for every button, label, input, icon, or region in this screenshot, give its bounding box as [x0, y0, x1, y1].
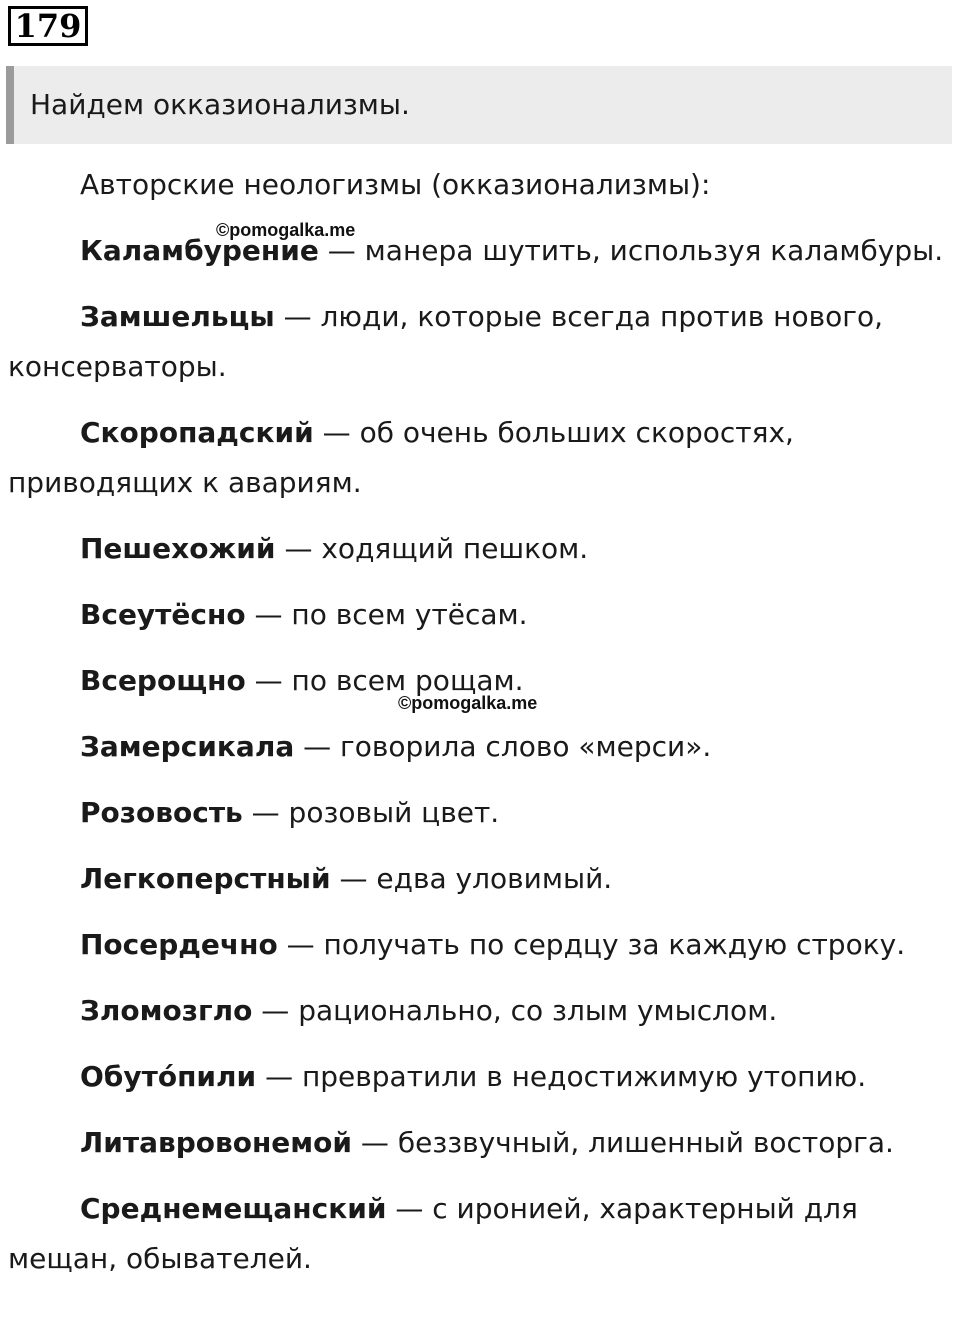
entry-term: Легкоперстный	[80, 862, 331, 895]
instruction-box	[6, 66, 952, 144]
entry-definition: — едва уловимый.	[330, 862, 613, 895]
watermark-text: ©pomogalka.me	[216, 220, 356, 240]
entry-term: Зломозгло	[80, 994, 253, 1027]
entry-term: Всеутёсно	[80, 598, 246, 631]
entry-definition: — розовый цвет.	[242, 796, 500, 829]
instruction-text: Найдем окказионализмы.	[30, 88, 410, 121]
entry	[8, 1184, 952, 1284]
entry	[8, 722, 952, 772]
entry-term: Скоропадский	[80, 416, 314, 449]
entry	[8, 788, 952, 838]
entry-term: Замшельцы	[80, 300, 275, 333]
entry	[8, 590, 952, 640]
entry-term: Всерощно	[80, 664, 246, 697]
entry-definition: — рационально, со злым умыслом.	[252, 994, 778, 1027]
entry-term: Обуто́пили	[80, 1060, 257, 1093]
entry-definition: — говорила слово «мерси».	[294, 730, 712, 763]
entry-definition: — об очень больших скоростях, приводящих к авариям.	[8, 416, 794, 499]
answer-content	[8, 160, 952, 1300]
entry-definition: — получать по сердцу за каждую строку.	[277, 928, 906, 961]
entry-term: Среднемещанский	[80, 1192, 387, 1225]
entry-definition: — с иронией, характерный для мещан, обывателей.	[8, 1192, 858, 1275]
entry-definition: — по всем утёсам.	[245, 598, 528, 631]
task-number: 179	[8, 6, 88, 46]
entry-term: Розовость	[80, 796, 243, 829]
entry	[8, 920, 952, 970]
entry	[8, 854, 952, 904]
entry-term: Литавровонемой	[80, 1126, 353, 1159]
entry-definition: — ходящий пешком.	[275, 532, 589, 565]
entry	[8, 1118, 952, 1168]
entry-definition: — беззвучный, лишенный восторга.	[352, 1126, 894, 1159]
intro-line: Авторские неологизмы (окказионализмы):	[80, 168, 711, 201]
entry	[8, 1052, 952, 1102]
entry	[8, 292, 952, 392]
entry	[8, 986, 952, 1036]
entry-definition: — превратили в недостижимую утопию.	[256, 1060, 867, 1093]
entry-term: Замерсикала	[80, 730, 295, 763]
watermark-text: ©pomogalka.me	[398, 693, 538, 713]
entry	[8, 408, 952, 508]
entry-term: Каламбурение	[80, 234, 319, 267]
entry	[8, 524, 952, 574]
entry-definition: — манера шутить, используя каламбуры.	[318, 234, 944, 267]
entry-term: Посердечно	[80, 928, 278, 961]
entry-definition: — люди, которые всегда против нового, консерваторы.	[8, 300, 883, 383]
entry-term: Пешехожий	[80, 532, 276, 565]
entry	[8, 226, 952, 276]
entry-definition: — по всем рощам.	[245, 664, 524, 697]
